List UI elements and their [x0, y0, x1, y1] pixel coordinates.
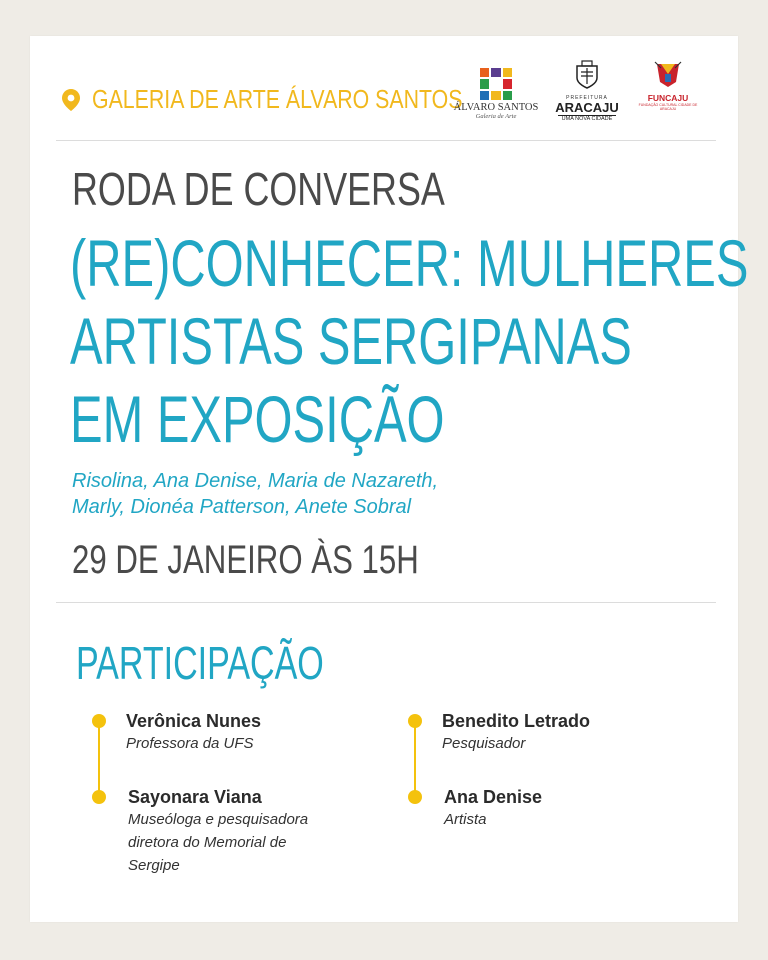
poster-card — [30, 36, 749, 922]
participant-name: Benedito Letrado — [442, 711, 591, 731]
participant-role: Pesquisador — [442, 735, 526, 752]
alvaro-santos-logo — [450, 68, 542, 120]
divider-bottom — [56, 602, 716, 603]
event-type: RODA DE CONVERSA — [72, 163, 445, 215]
alvaro-santos-logo-name: ÁLVARO SANTOS — [453, 102, 539, 113]
location-pin-icon — [62, 89, 80, 111]
event-date: 29 DE JANEIRO ÀS 15H — [72, 538, 419, 582]
timeline-line — [98, 722, 100, 794]
participant-name: Verônica Nunes — [126, 711, 262, 731]
featured-artists — [72, 468, 632, 520]
bullet-dot — [408, 790, 422, 804]
funcaju-emblem-icon — [653, 60, 683, 88]
aracaju-logo-tagline: UMA NOVA CIDADE — [558, 115, 616, 122]
funcaju-logo-sub: FUNDAÇÃO CULTURAL CIDADE DE ARACAJU — [638, 103, 698, 111]
venue-name: GALERIA DE ARTE ÁLVARO SANTOS — [92, 84, 463, 114]
bullet-dot — [92, 714, 106, 728]
alvaro-santos-logo-sub: Galeria de Arte — [475, 113, 517, 120]
event-title-line: ARTISTAS SERGIPANAS — [70, 304, 632, 378]
prefeitura-aracaju-logo — [554, 60, 620, 122]
aracaju-logo-top: PREFEITURA — [566, 95, 608, 101]
participant-name: Ana Denise — [444, 787, 543, 807]
participant-role: Professora da UFS — [126, 735, 254, 752]
event-title-line: EM EXPOSIÇÃO — [70, 382, 445, 456]
sponsor-logos — [450, 68, 710, 128]
participant — [128, 786, 308, 877]
participant — [444, 786, 542, 831]
bullet-dot — [92, 790, 106, 804]
bullet-dot — [408, 714, 422, 728]
participant-name: Sayonara Viana — [128, 787, 262, 807]
participant-role: Artista — [444, 811, 487, 828]
funcaju-logo — [638, 60, 698, 111]
participant-role: Museóloga e pesquisadora — [128, 811, 309, 828]
timeline-line — [414, 722, 416, 794]
alvaro-santos-grid-icon — [480, 68, 512, 100]
participant-role: diretora do Memorial de — [128, 834, 287, 851]
participant-role: Sergipe — [128, 857, 180, 874]
artists-line: Marly, Dionéa Patterson, Anete Sobral — [72, 496, 412, 518]
participant — [126, 710, 261, 755]
aracaju-seal-icon — [574, 60, 600, 90]
aracaju-logo-name: ARACAJU — [555, 100, 619, 115]
participation-heading: PARTICIPAÇÃO — [76, 637, 324, 689]
event-title — [70, 224, 748, 458]
participant — [442, 710, 590, 755]
divider-top — [56, 140, 716, 141]
funcaju-logo-name: FUNCAJU — [647, 93, 689, 103]
event-title-line: (RE)CONHECER: MULHERES — [70, 226, 749, 300]
artists-line: Risolina, Ana Denise, Maria de Nazareth, — [72, 470, 439, 492]
